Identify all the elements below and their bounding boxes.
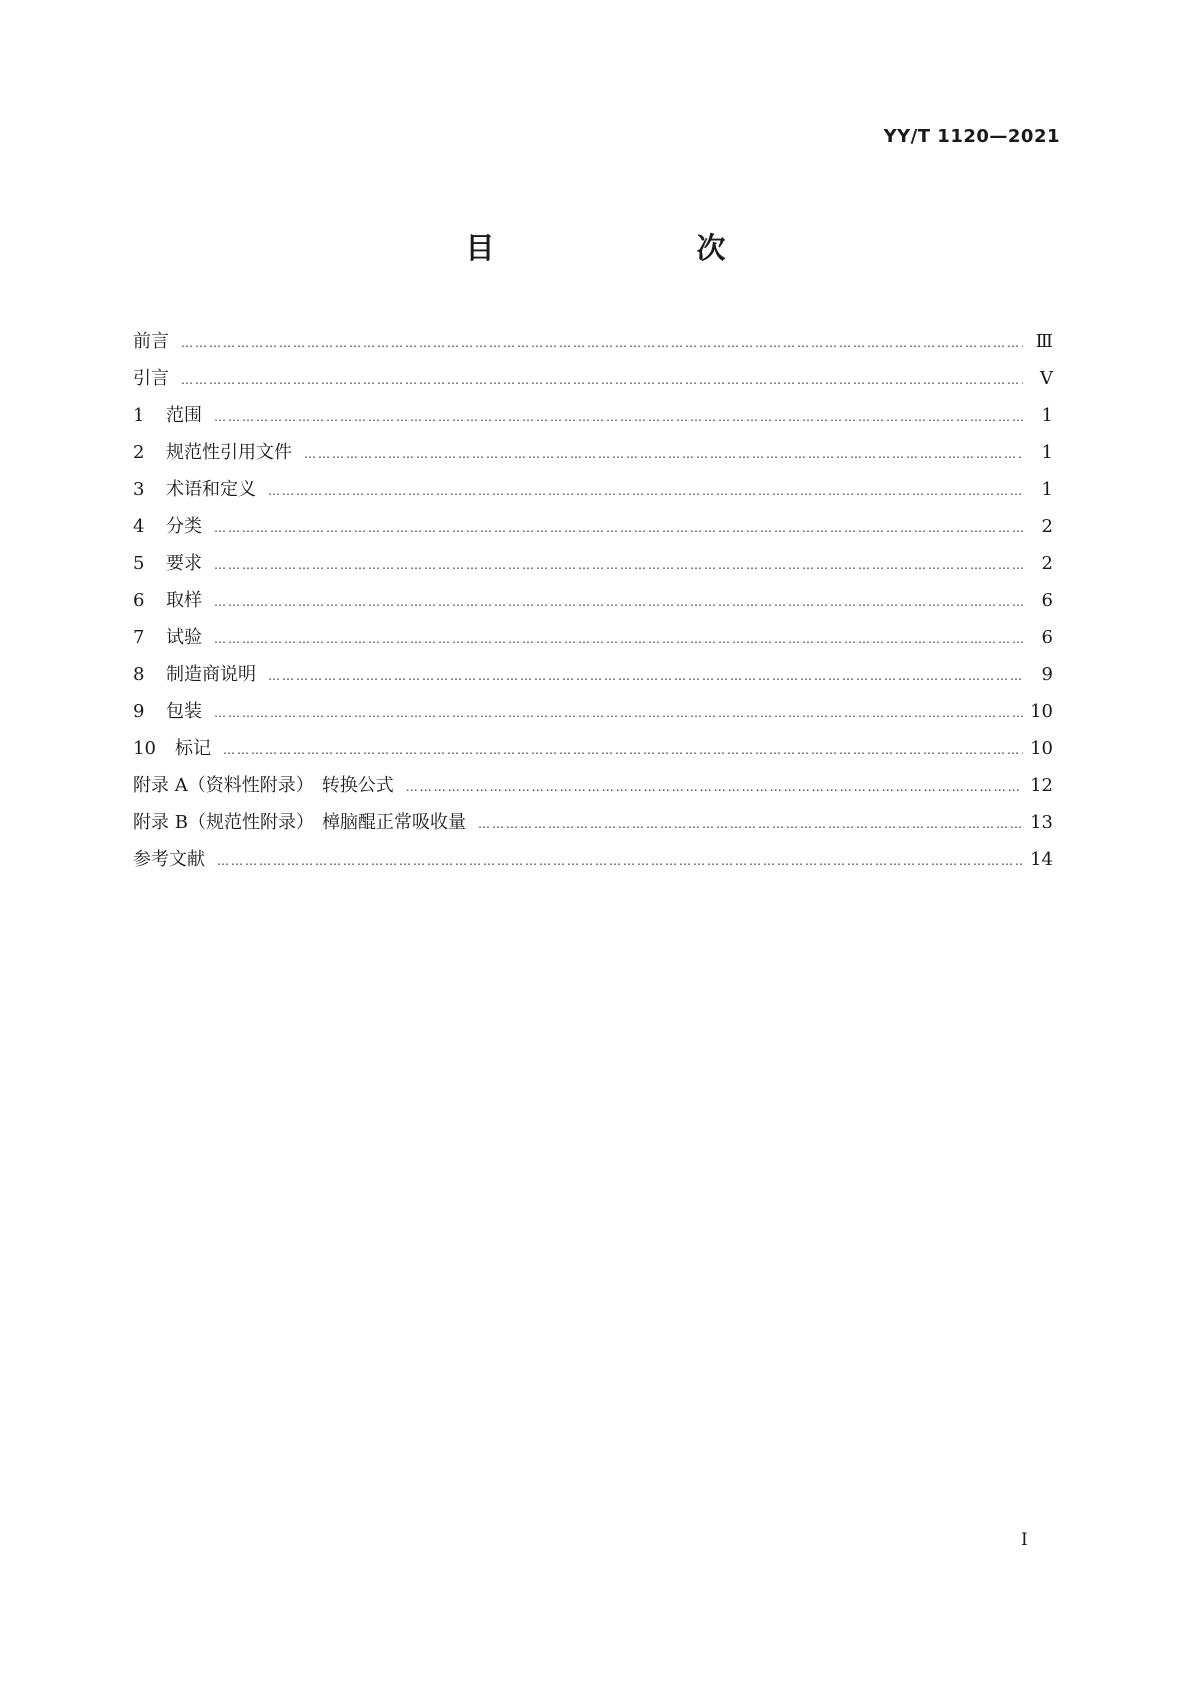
toc-title: 范围: [166, 405, 202, 426]
toc-entry-introduction[interactable]: [133, 364, 1053, 401]
toc-annex-prefix: 附录 A（资料性附录）: [133, 775, 314, 796]
toc-title: 前言: [133, 331, 169, 352]
toc-page: 14: [1030, 849, 1053, 870]
toc-annex-prefix: 附录 B（规范性附录）: [133, 812, 314, 833]
toc-label: [133, 475, 256, 501]
toc-page: 6: [1041, 590, 1053, 611]
dot-leader: [214, 410, 1023, 424]
toc-title: 引言: [133, 368, 169, 389]
toc-entry-section-2[interactable]: [133, 438, 1053, 475]
dot-leader: [268, 484, 1023, 498]
dot-leader: [181, 336, 1023, 350]
toc-page: 12: [1030, 775, 1053, 796]
dot-leader: [217, 854, 1023, 868]
toc-title: 规范性引用文件: [166, 442, 292, 463]
toc-entry-section-7[interactable]: [133, 623, 1053, 660]
toc-entry-section-6[interactable]: [133, 586, 1053, 623]
toc-entry-section-1[interactable]: [133, 401, 1053, 438]
toc-entry-section-8[interactable]: [133, 660, 1053, 697]
toc-number: 7: [133, 627, 145, 648]
toc-title: 制造商说明: [166, 664, 256, 685]
toc-number: 1: [133, 405, 145, 426]
toc-label: [133, 845, 205, 871]
dot-leader: [406, 780, 1023, 794]
dot-leader: [214, 632, 1023, 646]
dot-leader: [214, 521, 1023, 535]
toc-title: 标记: [175, 738, 211, 759]
dot-leader: [223, 743, 1023, 757]
toc-title: 试验: [166, 627, 202, 648]
toc-page: 13: [1030, 812, 1053, 833]
toc-entry-foreword[interactable]: [133, 327, 1053, 364]
toc-label: [133, 623, 202, 649]
toc-entry-section-9[interactable]: [133, 697, 1053, 734]
dot-leader: [214, 706, 1023, 720]
toc-label: [133, 327, 169, 353]
toc-label: [133, 660, 256, 686]
toc-page: 10: [1030, 738, 1053, 759]
toc-page: Ⅲ: [1035, 331, 1053, 352]
toc-label: [133, 697, 202, 723]
dot-leader: [304, 447, 1023, 461]
toc-label: [133, 734, 211, 760]
toc-entry-section-4[interactable]: [133, 512, 1053, 549]
toc-number: 6: [133, 590, 145, 611]
page-title: 目 次: [465, 231, 774, 265]
toc-entry-section-5[interactable]: [133, 549, 1053, 586]
toc-page: 2: [1041, 516, 1053, 537]
toc-label: [133, 364, 169, 390]
dot-leader: [181, 373, 1023, 387]
toc-page: 9: [1041, 664, 1053, 685]
toc-number: 9: [133, 701, 145, 722]
toc-label: [133, 438, 292, 464]
toc-label: [133, 771, 394, 797]
toc-title: 要求: [166, 553, 202, 574]
dot-leader: [214, 595, 1023, 609]
toc-title: 樟脑醌正常吸收量: [321, 812, 466, 833]
toc-entry-annex-a[interactable]: [133, 771, 1053, 808]
toc-entry-section-10[interactable]: [133, 734, 1053, 771]
dot-leader: [214, 558, 1023, 572]
toc-label: [133, 549, 202, 575]
toc-page: 2: [1041, 553, 1053, 574]
toc-page: 1: [1041, 479, 1053, 500]
toc-page: 1: [1041, 442, 1053, 463]
toc-label: [133, 586, 202, 612]
toc-label: [133, 401, 202, 427]
toc-number: 10: [133, 738, 156, 759]
toc-page: 1: [1041, 405, 1053, 426]
toc-number: 8: [133, 664, 145, 685]
toc-title: 取样: [166, 590, 202, 611]
toc-title: 术语和定义: [166, 479, 256, 500]
toc-page: 10: [1030, 701, 1053, 722]
toc-number: 4: [133, 516, 145, 537]
toc-number: 5: [133, 553, 145, 574]
toc-label: [133, 808, 466, 834]
toc-title: 分类: [166, 516, 202, 537]
toc-page: 6: [1041, 627, 1053, 648]
toc-title: 转换公式: [321, 775, 394, 796]
toc-entry-annex-b[interactable]: [133, 808, 1053, 845]
toc-label: [133, 512, 202, 538]
dot-leader: [478, 817, 1023, 831]
toc-number: 2: [133, 442, 145, 463]
toc-number: 3: [133, 479, 145, 500]
dot-leader: [268, 669, 1023, 683]
toc-title: 包装: [166, 701, 202, 722]
toc-entry-section-3[interactable]: [133, 475, 1053, 512]
page-number: Ⅰ: [1021, 1530, 1028, 1550]
toc-title: 参考文献: [133, 849, 205, 870]
standard-code: YY/T 1120—2021: [883, 126, 1060, 147]
toc-entry-bibliography[interactable]: [133, 845, 1053, 882]
table-of-contents: [133, 327, 1053, 882]
toc-page: Ⅴ: [1040, 368, 1053, 389]
